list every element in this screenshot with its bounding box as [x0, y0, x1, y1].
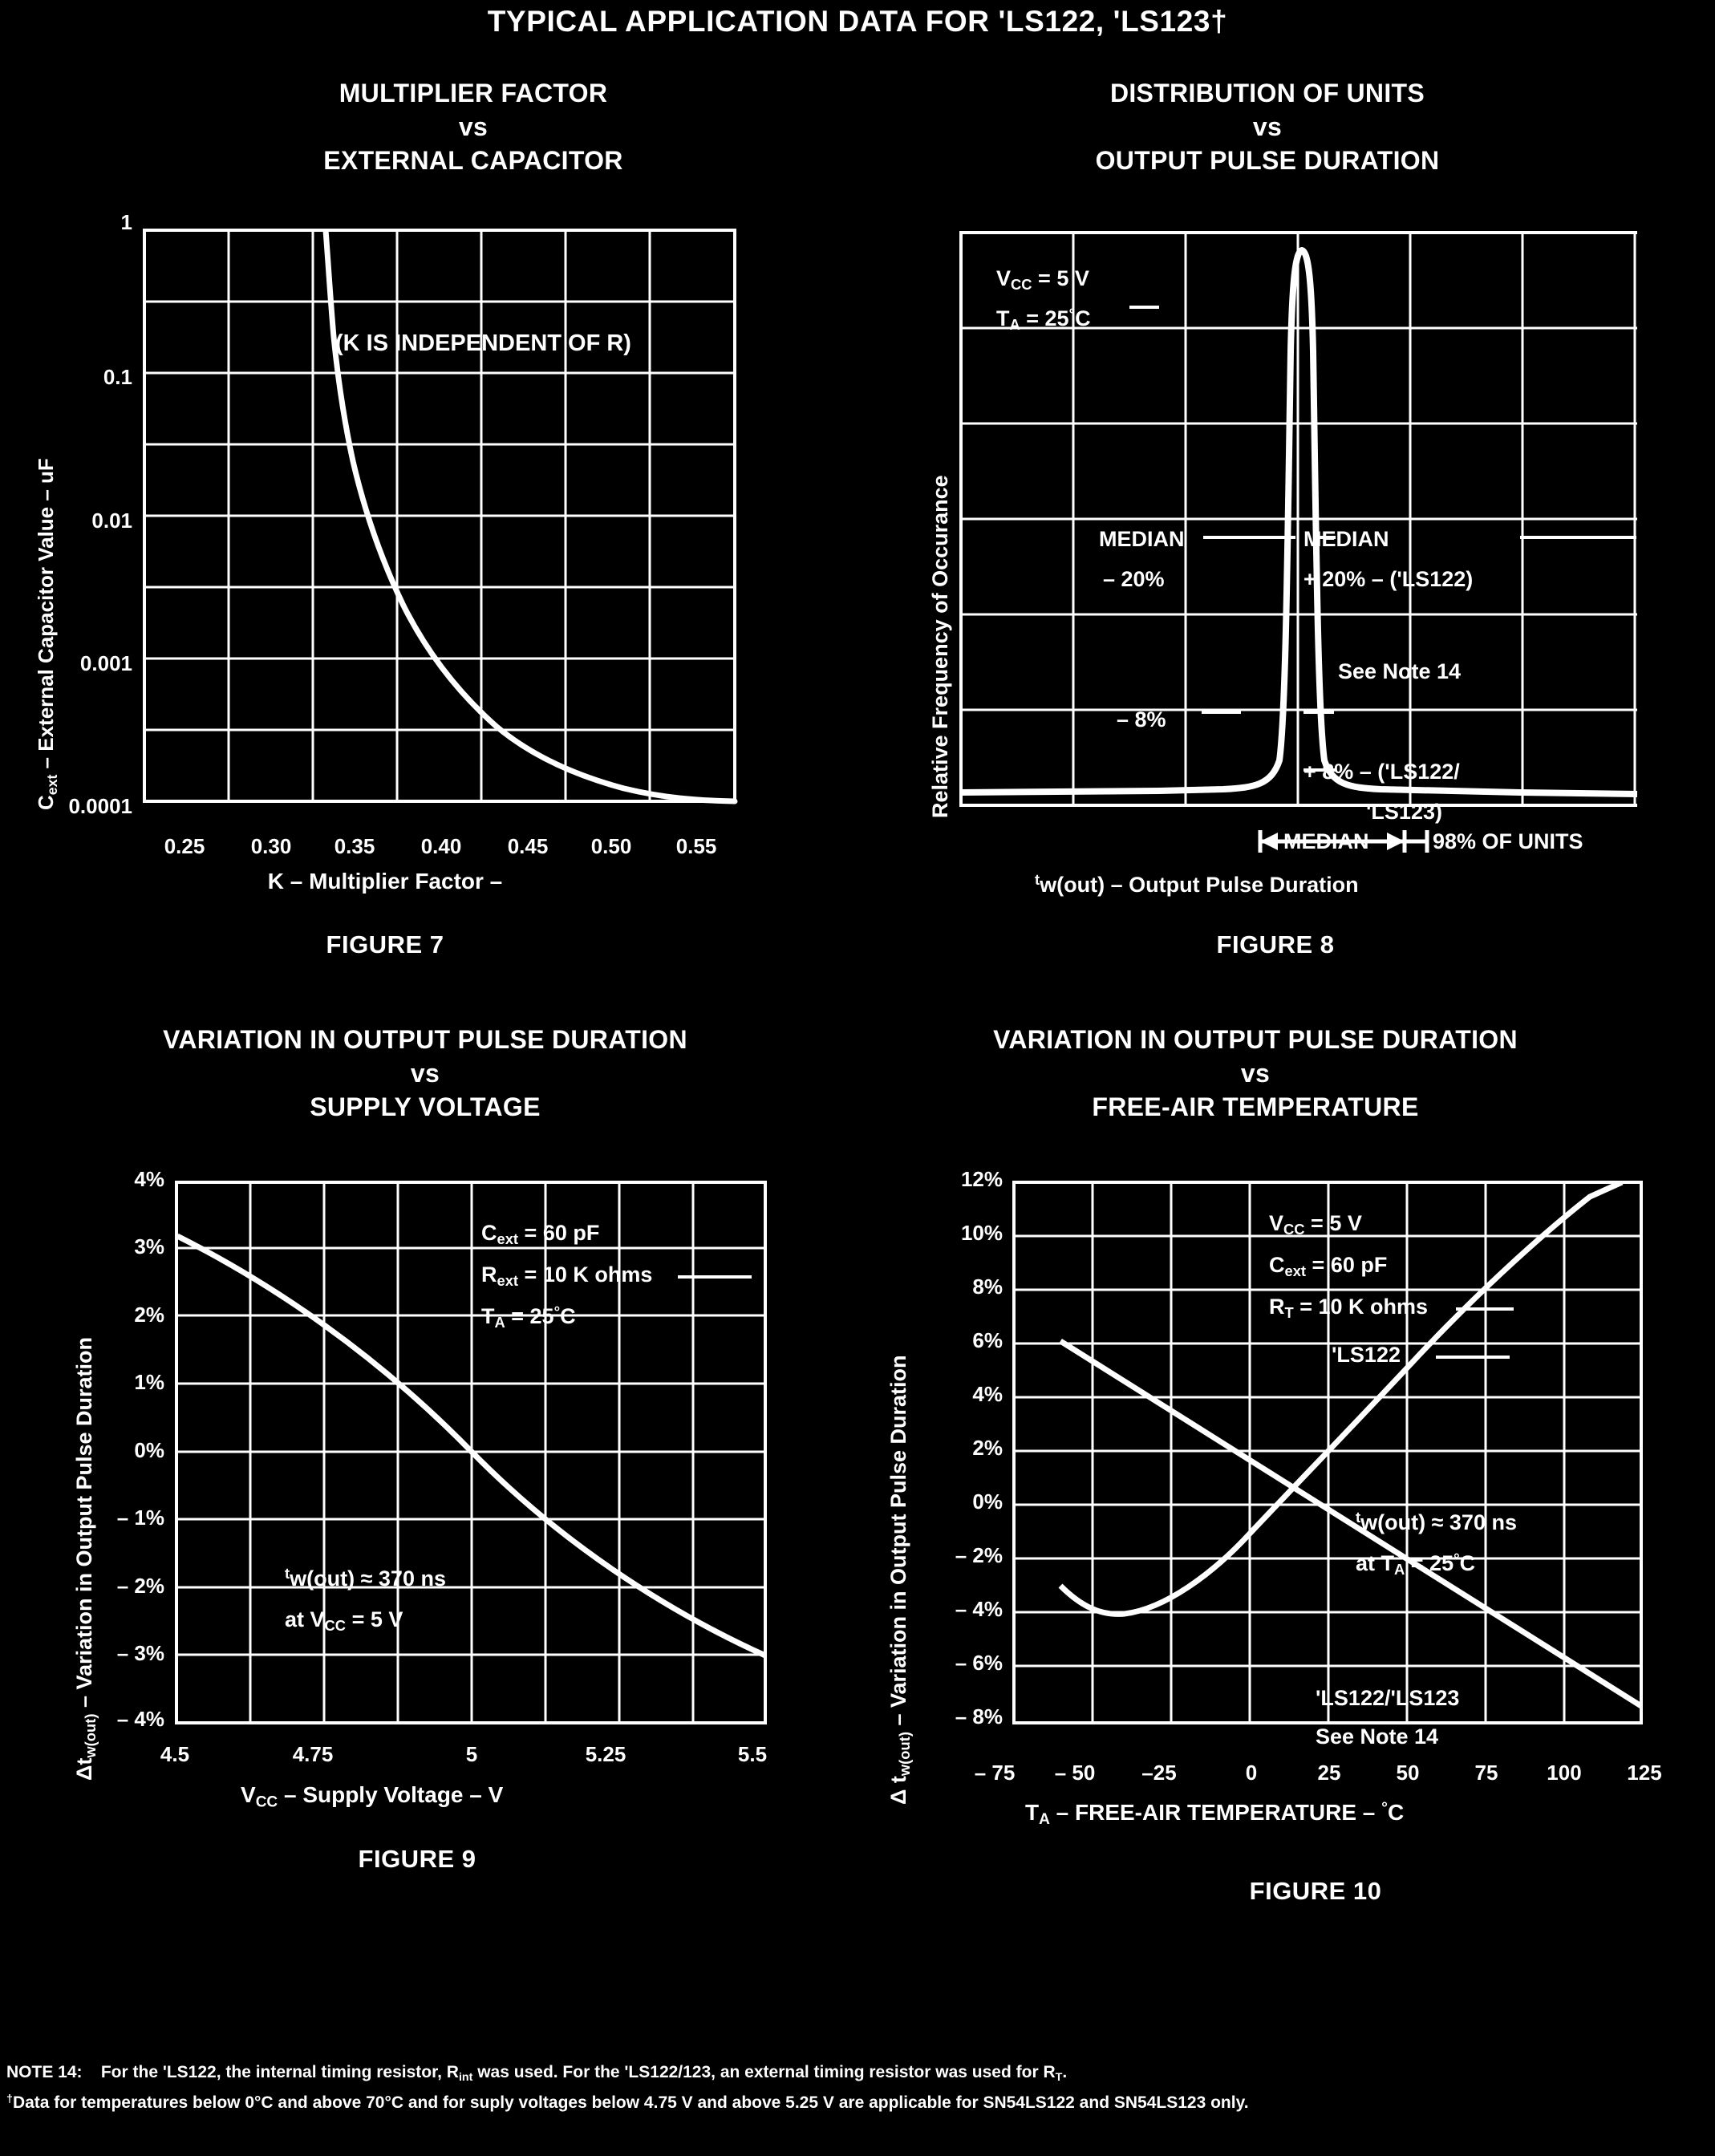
figure-9-xtick-3: 5 — [465, 1742, 478, 1766]
figure-9-plot — [175, 1181, 768, 1726]
figure-9-ytick-8: – 3% — [116, 1641, 164, 1665]
figure-9-condition-cext: $C_{ext} = 60$ pF — [481, 1221, 600, 1248]
figure-10-xtick-2: – 50 — [1054, 1761, 1096, 1785]
figure-9-ytick-5: 0% — [134, 1438, 164, 1462]
figure-9-condition-leader — [678, 1274, 758, 1280]
figure-10-xtick-3: –25 — [1141, 1761, 1177, 1785]
figure-9-xtick-5: 5.5 — [737, 1742, 768, 1766]
figure-10-title-line3: FREE-AIR TEMPERATURE — [1092, 1092, 1419, 1122]
figure-9-ytick-2: 3% — [134, 1234, 164, 1258]
dagger-note: †Data for temperatures below 0°C and above 70°C and for suply voltages below 4.75 V and above 5.25 V are applicable for SN54LS122 and SN54LS123 only. — [6, 2093, 1249, 2113]
figure-10-annot-ta: at $T_A = 25^\circ C$ — [1356, 1550, 1476, 1578]
figure-8-annot-minus-20: – 20% — [1103, 567, 1165, 591]
figure-7-plot — [143, 229, 740, 814]
figure-8-annot-minus-8: – 8% — [1117, 707, 1166, 732]
figure-10-ytick-4: 6% — [972, 1328, 1003, 1352]
figure-7-ytick-5: 0.0001 — [68, 794, 132, 818]
figure-7-title-line2: vs — [458, 112, 489, 142]
figure-7-x-axis-label: K – Multiplier Factor – — [267, 869, 503, 894]
figure-9-x-axis-label: $V_{CC}$ – Supply Voltage – V — [241, 1782, 504, 1811]
figure-10-xtick-6: 50 — [1396, 1761, 1420, 1785]
figure-8-leader-lines — [959, 231, 1640, 817]
figure-9-title-line3: SUPPLY VOLTAGE — [310, 1092, 541, 1122]
figure-9-ytick-9: – 4% — [116, 1707, 164, 1731]
figure-10-series-1-leader — [1436, 1354, 1516, 1360]
figure-8-annot-plus-8: + 8% – ('LS122/ — [1303, 760, 1460, 784]
figure-10-caption: FIGURE 10 — [1249, 1877, 1382, 1905]
figure-10-annot-note: See Note 14 — [1316, 1724, 1439, 1749]
figure-9-ytick-1: 4% — [134, 1167, 164, 1191]
figure-10-x-axis-label: $T_A$ – FREE-AIR TEMPERATURE – °C — [1025, 1799, 1405, 1829]
figure-10-annot-tw: $^t$w(out) ≈ 370 ns — [1356, 1509, 1517, 1535]
figure-7-title-line3: EXTERNAL CAPACITOR — [323, 146, 623, 176]
figure-10-ytick-8: – 2% — [955, 1543, 1003, 1567]
figure-10-condition-cext: $C_{ext} = 60$ pF — [1269, 1253, 1388, 1280]
figure-9-ytick-6: – 1% — [116, 1506, 164, 1530]
figure-7-ytick-3: 0.01 — [91, 509, 132, 533]
figure-7-xtick-5: 0.45 — [507, 834, 549, 858]
figure-9-xtick-4: 5.25 — [585, 1742, 626, 1766]
figure-7-ytick-2: 0.1 — [103, 365, 132, 389]
figure-9-caption: FIGURE 9 — [358, 1845, 476, 1873]
figure-10-ytick-7: 0% — [972, 1489, 1003, 1514]
figure-10-condition-leader — [1456, 1306, 1520, 1312]
page-title: TYPICAL APPLICATION DATA FOR 'LS122, 'LS123† — [487, 5, 1228, 38]
figure-7-ytick-4: 0.001 — [79, 651, 132, 675]
figure-8-annot-note: See Note 14 — [1338, 659, 1462, 683]
figure-10-condition-rt: $R_T = 10$ K ohms — [1269, 1295, 1429, 1322]
figure-10-ytick-1: 12% — [960, 1167, 1003, 1191]
figure-9-ytick-3: 2% — [134, 1303, 164, 1327]
figure-10-ytick-2: 10% — [960, 1221, 1003, 1245]
figure-9-block — [48, 1023, 802, 1125]
figure-10-y-axis-label: Δ $t_{w(out)}$ – Variation in Output Pulse Duration — [886, 1355, 914, 1805]
figure-10-xtick-9: 125 — [1627, 1761, 1662, 1785]
figure-8-y-axis-label: Relative Frequency of Occurance — [928, 475, 952, 818]
figure-10-ytick-9: – 4% — [955, 1597, 1003, 1621]
figure-7-xtick-3: 0.35 — [334, 834, 375, 858]
figure-10-ytick-6: 2% — [972, 1436, 1003, 1460]
figure-8-caption: FIGURE 8 — [1216, 930, 1335, 958]
figure-10-title-line2: vs — [1240, 1059, 1271, 1088]
figure-10-xtick-5: 25 — [1317, 1761, 1341, 1785]
figure-7-xtick-2: 0.30 — [250, 834, 292, 858]
figure-10-xtick-4: 0 — [1245, 1761, 1258, 1785]
figure-9-annot-vcc: at $V_{CC} = 5$ V — [285, 1607, 403, 1635]
figure-8-annot-median-plus: MEDIAN — [1303, 527, 1389, 551]
figure-7-ytick-1: 1 — [120, 210, 132, 234]
figure-9-condition-rext: $R_{ext} = 10$ K ohms — [481, 1262, 653, 1290]
figure-8-annot-plus-20: + 20% – ('LS122) — [1303, 567, 1474, 591]
figure-7-title-line1: MULTIPLIER FACTOR — [339, 79, 608, 107]
figure-8-annot-98-units: 98% OF UNITS — [1433, 829, 1583, 853]
figure-9-title-line2: vs — [410, 1059, 440, 1088]
figure-8-condition-vcc: $V_{CC} = 5$ V — [996, 266, 1089, 294]
figure-7-caption: FIGURE 7 — [326, 930, 444, 958]
figure-10-condition-vcc: $V_{CC} = 5$ V — [1269, 1211, 1362, 1238]
figure-7-xtick-6: 0.50 — [590, 834, 632, 858]
figure-10-title-line1: VARIATION IN OUTPUT PULSE DURATION — [993, 1025, 1518, 1054]
figure-10-ytick-11: – 8% — [955, 1704, 1003, 1728]
figure-10-series-1-label: 'LS122 — [1332, 1343, 1401, 1367]
figure-8-block — [914, 76, 1620, 178]
figure-9-annot-tw: $^t$w(out) ≈ 370 ns — [285, 1565, 446, 1591]
figure-7-xtick-4: 0.40 — [420, 834, 462, 858]
figure-7-annotation: (K IS INDEPENDENT OF R) — [335, 330, 631, 356]
figure-8-title-line3: OUTPUT PULSE DURATION — [1095, 146, 1440, 176]
figure-9-ytick-4: 1% — [134, 1370, 164, 1394]
figure-8-annot-median-minus: MEDIAN — [1099, 527, 1185, 551]
figure-10-ytick-3: 8% — [972, 1275, 1003, 1299]
figure-10-block — [874, 1023, 1636, 1125]
figure-7-xtick-7: 0.55 — [675, 834, 717, 858]
figure-8-title-line1: DISTRIBUTION OF UNITS — [1109, 79, 1425, 107]
figure-9-xtick-2: 4.75 — [292, 1742, 334, 1766]
figure-8-x-axis-label: $^t$w(out) – Output Pulse Duration — [1035, 871, 1359, 898]
figure-8-annot-median-label: MEDIAN — [1283, 829, 1369, 853]
figure-9-y-axis-label: $\Delta t_{w(out)}$ – Variation in Output Pulse Duration — [72, 1336, 99, 1781]
figure-7-xtick-1: 0.25 — [164, 834, 205, 858]
figure-7-block — [144, 76, 802, 178]
figure-7-y-axis-label: $C_{ext}$ – External Capacitor Value – uF — [34, 458, 60, 810]
figure-8-title-line2: vs — [1252, 112, 1283, 142]
figure-10-ytick-10: – 6% — [955, 1651, 1003, 1675]
figure-8-condition-ta: $T_A = 25^\circ C$ — [996, 306, 1091, 334]
note-14: NOTE 14: For the 'LS122, the internal timing resistor, $R_{int}$ was used. For the 'LS122/123, an external timing resistor was used for $R_T$. — [6, 2063, 1068, 2084]
figure-10-ytick-5: 4% — [972, 1382, 1003, 1406]
figure-8-annot-plus-8-b: 'LS123) — [1366, 800, 1442, 824]
figure-9-xtick-1: 4.5 — [160, 1742, 190, 1766]
figure-9-title-line1: VARIATION IN OUTPUT PULSE DURATION — [163, 1025, 687, 1054]
figure-10-xtick-7: 75 — [1474, 1761, 1498, 1785]
figure-9-ytick-7: – 2% — [116, 1574, 164, 1598]
figure-10-xtick-1: – 75 — [974, 1761, 1016, 1785]
figure-9-condition-ta: $T_A = 25^\circ C$ — [481, 1303, 576, 1331]
figure-10-xtick-8: 100 — [1547, 1761, 1582, 1785]
figure-10-series-2-label: 'LS122/'LS123 — [1316, 1686, 1460, 1710]
